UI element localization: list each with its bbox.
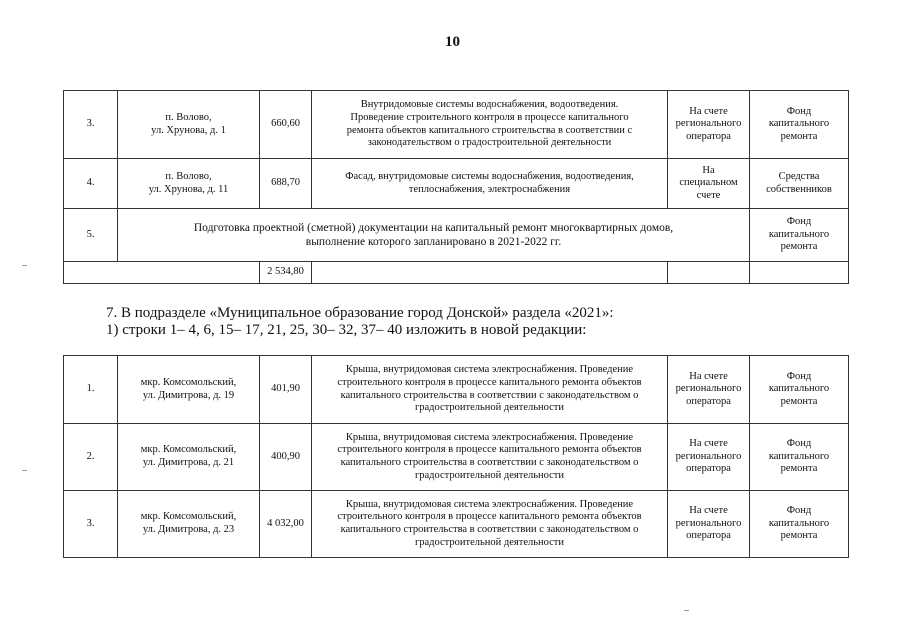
address-cell: [118, 91, 260, 159]
section-line-1: 7. В подразделе «Муниципальное образование город Донской» раздела «2021»:: [106, 305, 614, 321]
works-line: ремонта объектов капитального строительства в соответствии с: [346, 124, 633, 136]
table-row: [64, 356, 849, 424]
area-cell: 688,70: [260, 159, 312, 209]
works-line: градостроительной деятельности: [414, 469, 565, 481]
mode-line: регионального: [675, 450, 742, 462]
scan-mark: [684, 610, 689, 611]
row-number: 3.: [64, 491, 118, 558]
works-line: Крыша, внутридомовая система электроснабжения. Проведение: [345, 431, 634, 443]
area-cell: 401,90: [260, 356, 312, 424]
source-line: собственников: [766, 183, 832, 195]
address-line: п. Волово,: [165, 111, 212, 123]
mode-line: На: [702, 164, 715, 176]
mode-line: оператора: [686, 130, 731, 142]
address-line: ул. Хрунова, д. 11: [148, 183, 229, 195]
row-number: 1.: [64, 356, 118, 424]
table-row: [64, 209, 849, 262]
area-cell: 4 032,00: [260, 491, 312, 558]
table-row: [64, 424, 849, 491]
mode-line: регионального: [675, 517, 742, 529]
source-line: Средства: [778, 170, 820, 182]
source-line: Фонд: [786, 105, 812, 117]
table-row: [64, 491, 849, 558]
source-line: капитального: [768, 228, 830, 240]
area-cell: 400,90: [260, 424, 312, 491]
mode-line: счете: [696, 189, 721, 201]
address-line: мкр. Комсомольский,: [140, 444, 237, 456]
address-cell: [118, 356, 260, 424]
works-line: Проведение строительного контроля в процессе капитального: [350, 111, 629, 123]
source-line: ремонта: [780, 241, 818, 253]
works-line: теплоснабжения, электроснабжения: [408, 183, 571, 195]
row-number: 3.: [64, 91, 118, 159]
section-paragraph: [106, 305, 614, 339]
funding-source-cell: [750, 491, 849, 558]
empty-cell: [668, 262, 750, 284]
works-cell: [312, 159, 668, 209]
span-line: Подготовка проектной (сметной) документации на капитальный ремонт многоквартирных домов,: [193, 222, 674, 234]
source-line: ремонта: [780, 130, 818, 142]
fund-mode-cell: [668, 491, 750, 558]
funding-source-cell: [750, 209, 849, 262]
scan-mark: [22, 265, 27, 266]
source-line: капитального: [768, 517, 830, 529]
total-row: [64, 262, 849, 284]
table-row: [64, 159, 849, 209]
fund-mode-cell: [668, 91, 750, 159]
works-line: Крыша, внутридомовая система электроснабжения. Проведение: [345, 498, 634, 510]
address-line: ул. Димитрова, д. 19: [142, 389, 235, 401]
address-line: мкр. Комсомольский,: [140, 376, 237, 388]
works-line: Крыша, внутридомовая система электроснабжения. Проведение: [345, 364, 634, 376]
funding-source-cell: [750, 159, 849, 209]
empty-cell: [312, 262, 668, 284]
address-line: ул. Димитрова, д. 21: [142, 457, 235, 468]
source-line: капитального: [768, 450, 830, 462]
total-empty-cell: [64, 262, 260, 284]
empty-cell: [750, 262, 849, 284]
total-area-cell: 2 534,80: [260, 262, 312, 284]
source-line: Фонд: [786, 505, 812, 517]
works-line: капитального строительства в соответствии с законодательством о: [340, 457, 639, 468]
span-line: выполнение которого запланировано в 2021-2022 гг.: [305, 236, 562, 248]
source-line: ремонта: [780, 395, 818, 407]
funding-source-cell: [750, 356, 849, 424]
funding-source-cell: [750, 91, 849, 159]
mode-line: оператора: [686, 463, 731, 475]
source-line: капитального: [768, 118, 830, 130]
address-line: ул. Димитрова, д. 23: [142, 524, 235, 535]
design-documentation-cell: [118, 209, 750, 262]
mode-line: оператора: [686, 395, 731, 407]
funding-source-cell: [750, 424, 849, 491]
address-cell: [118, 424, 260, 491]
source-line: Фонд: [786, 438, 812, 450]
repair-table-bottom: [63, 355, 849, 558]
works-cell: [312, 491, 668, 558]
fund-mode-cell: [668, 356, 750, 424]
mode-line: На счете: [689, 505, 728, 517]
address-cell: [118, 491, 260, 558]
fund-mode-cell: [668, 424, 750, 491]
row-number: 5.: [64, 209, 118, 262]
works-line: строительного контроля в процессе капитального ремонта объектов: [337, 376, 642, 388]
address-line: п. Волово,: [165, 170, 212, 182]
page-number: 10: [445, 34, 460, 50]
works-line: Фасад, внутридомовые системы водоснабжения, водоотведения,: [345, 170, 634, 182]
works-cell: [312, 424, 668, 491]
mode-line: На счете: [689, 105, 728, 117]
mode-line: На счете: [689, 370, 728, 382]
source-line: ремонта: [780, 530, 818, 542]
works-line: капитального строительства в соответствии с законодательством о: [340, 524, 639, 535]
mode-line: регионального: [675, 118, 742, 130]
repair-table-top: [63, 90, 849, 284]
mode-line: регионального: [675, 383, 742, 395]
address-line: ул. Хрунова, д. 1: [151, 124, 226, 136]
scan-mark: [22, 470, 27, 471]
works-line: градостроительной деятельности: [414, 536, 565, 548]
mode-line: На счете: [689, 438, 728, 450]
section-line-2: 1) строки 1– 4, 6, 15– 17, 21, 25, 30– 32, 37– 40 изложить в новой редакции:: [106, 322, 587, 338]
works-line: Внутридомовые системы водоснабжения, водоотведения.: [360, 99, 619, 111]
works-line: строительного контроля в процессе капитального ремонта объектов: [337, 444, 642, 456]
area-cell: 660,60: [260, 91, 312, 159]
source-line: Фонд: [786, 370, 812, 382]
works-cell: [312, 356, 668, 424]
mode-line: оператора: [686, 530, 731, 542]
works-line: строительного контроля в процессе капитального ремонта объектов: [337, 511, 642, 523]
mode-line: специальном: [679, 177, 738, 189]
table-row: [64, 91, 849, 159]
source-line: ремонта: [780, 463, 818, 475]
row-number: 4.: [64, 159, 118, 209]
works-line: градостроительной деятельности: [414, 402, 565, 414]
works-cell: [312, 91, 668, 159]
address-line: мкр. Комсомольский,: [140, 511, 237, 523]
fund-mode-cell: [668, 159, 750, 209]
works-line: законодательством о градостроительной деятельности: [367, 137, 612, 149]
source-line: Фонд: [786, 216, 812, 228]
row-number: 2.: [64, 424, 118, 491]
works-line: капитального строительства в соответствии с законодательством о: [340, 389, 639, 401]
source-line: капитального: [768, 383, 830, 395]
address-cell: [118, 159, 260, 209]
